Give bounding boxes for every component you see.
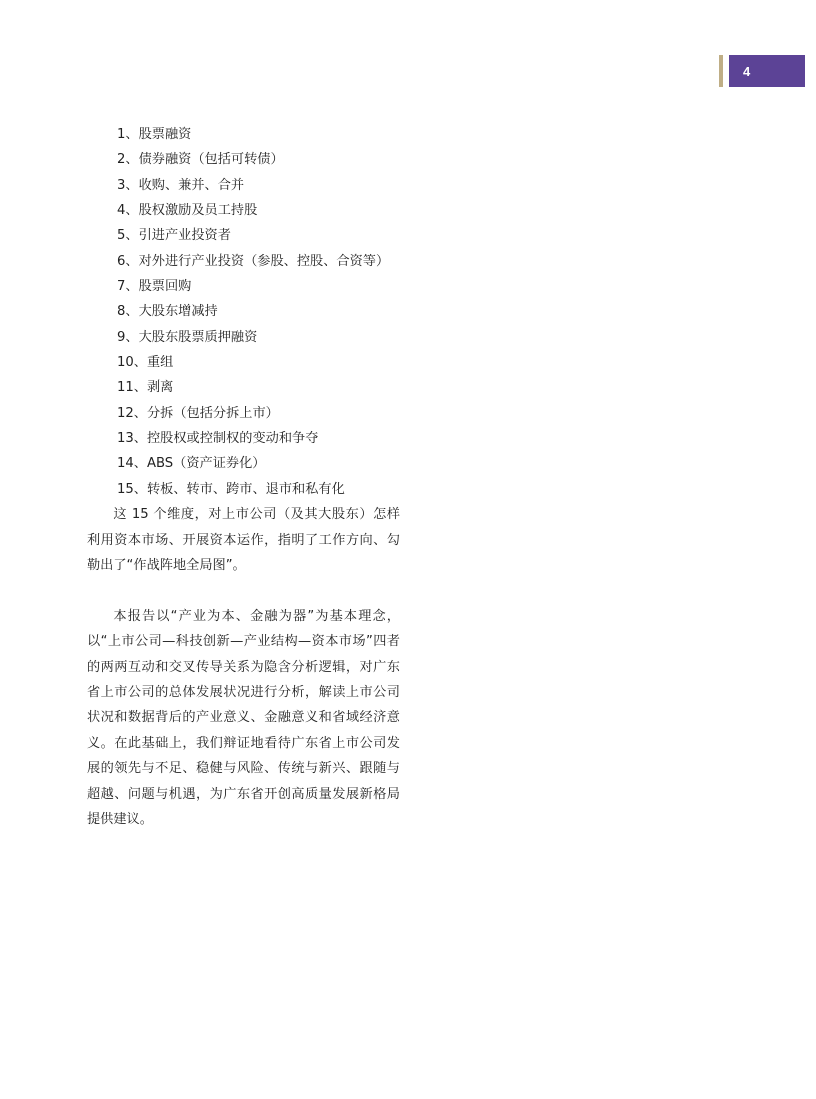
page-number: 4: [729, 55, 805, 87]
list-item: 7、股票回购: [117, 279, 192, 295]
list-item: 12、分拆（包括分拆上市）: [117, 405, 279, 421]
list-item: 13、控股权或控制权的变动和争夺: [117, 431, 319, 447]
list-item: 5、引进产业投资者: [117, 228, 231, 244]
list-item: 11、剥离: [117, 380, 174, 396]
page-number-badge: [719, 55, 805, 87]
list-item: 2、债券融资（包括可转债）: [117, 152, 284, 168]
intro-paragraph: 本报告以“产业为本、金融为器”为基本理念，以“上市公司—科技创新—产业结构—资本市场”四者的两两互动和交叉传导关系为隐含分析逻辑，对广东省上市公司的总体发展状况进行分析，解读上市公司状况和数据背后的产业意义、金融意义和省域经济意义。在此基础上，我们辩证地看待广东省上市公司发展的领先与不足、稳健与风险、传统与新兴、跟随与超越、问题与机遇，为广东省开创高质量发展新格局提供建议。: [87, 608, 400, 828]
list-item: 6、对外进行产业投资（参股、控股、合资等）: [117, 253, 390, 269]
paragraph-spacer: [87, 578, 400, 603]
list-item: 1、股票融资: [117, 127, 192, 142]
summary-paragraph: 这 15 个维度，对上市公司（及其大股东）怎样利用资本市场、开展资本运作，指明了工作方向、勾勒出了“作战阵地全局图”。: [87, 507, 400, 573]
list-item: 9、大股东股票质押融资: [117, 329, 258, 345]
list-item: 4、股权激励及员工持股: [117, 203, 258, 219]
list-item: 10、重组: [117, 355, 174, 371]
dimension-list: [87, 122, 400, 502]
list-item: 3、收购、兼并、合并: [117, 177, 245, 193]
main-content: [87, 122, 400, 832]
list-item: 8、大股东增减持: [117, 304, 218, 320]
list-item: 15、转板、转市、跨市、退市和私有化: [117, 481, 345, 497]
badge-accent-bar: [719, 55, 723, 87]
list-item: 14、ABS（资产证券化）: [117, 456, 266, 472]
